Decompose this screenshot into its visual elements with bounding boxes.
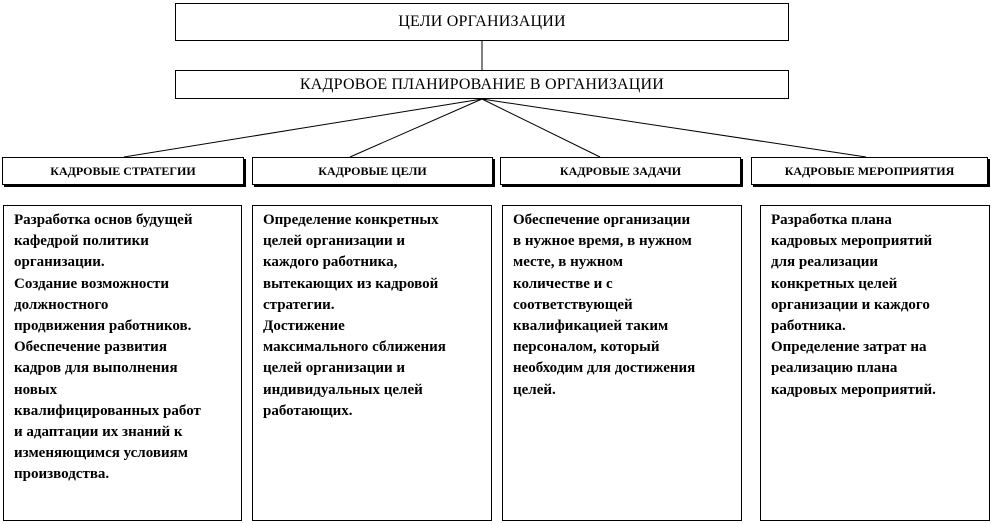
text-line: целей организации и <box>263 233 406 250</box>
category-label: КАДРОВЫЕ ЗАДАЧИ <box>559 163 682 178</box>
text-line: кадров для выполнения <box>14 360 178 377</box>
text-line: вытекающих из кадровой <box>263 275 439 292</box>
text-line: количестве и с <box>513 275 613 292</box>
strategies-description-box <box>3 205 242 521</box>
organization-goals-box <box>175 3 789 41</box>
text-line: изменяющимся условиям <box>14 445 188 462</box>
text-line: индивидуальных целей <box>263 381 423 398</box>
text-line: квалифицированных работ <box>14 402 201 419</box>
text-line: работающих. <box>263 402 353 419</box>
text-line: месте, в нужном <box>513 254 623 271</box>
connector-to-activities <box>482 99 866 157</box>
text-line: целей. <box>513 381 556 398</box>
text-line: организации. <box>14 254 105 271</box>
text-line: Создание возможности <box>14 275 170 292</box>
text-line: стратегии. <box>263 296 335 313</box>
category-label: КАДРОВЫЕ СТРАТЕГИИ <box>50 163 196 178</box>
text-line: максимального сближения <box>263 339 446 356</box>
text-line: каждого работника, <box>263 254 398 271</box>
text-line: должностного <box>14 296 109 313</box>
text-line: организации и каждого <box>771 296 930 313</box>
text-line: кафедрой политики <box>14 233 149 250</box>
text-line: целей организации и <box>263 360 406 377</box>
text-line: соответствующей <box>513 296 633 313</box>
text-line: конкретных целей <box>771 275 898 292</box>
organization-goals-title: ЦЕЛИ ОРГАНИЗАЦИИ <box>398 13 566 30</box>
activities-description-box <box>760 205 990 521</box>
text-line: и адаптации их знаний к <box>14 424 183 441</box>
text-line: Разработка основ будущей <box>14 212 193 228</box>
hr-planning-title: КАДРОВОЕ ПЛАНИРОВАНИЕ В ОРГАНИЗАЦИИ <box>299 75 665 93</box>
text-line: в нужное время, в нужном <box>513 233 692 250</box>
text-line: Определение конкретных <box>263 212 439 228</box>
category-label: КАДРОВЫЕ МЕРОПРИЯТИЯ <box>784 163 955 178</box>
text-line: персоналом, который <box>513 339 660 356</box>
category-hr-tasks <box>500 157 741 185</box>
text-line: реализацию плана <box>771 360 898 377</box>
text-line: кадровых мероприятий <box>771 233 933 250</box>
text-line: Обеспечение организации <box>513 212 691 228</box>
text-line: квалификацией таким <box>513 318 669 335</box>
text-line: необходим для достижения <box>513 360 696 377</box>
category-hr-goals <box>252 157 493 185</box>
text-line: кадровых мероприятий. <box>771 381 936 398</box>
text-line: Обеспечение развития <box>14 339 167 356</box>
category-label: КАДРОВЫЕ ЦЕЛИ <box>318 163 427 178</box>
text-line: производства. <box>14 466 110 483</box>
text-line: Достижение <box>263 318 345 335</box>
text-line: для реализации <box>771 254 879 271</box>
text-line: новых <box>14 381 58 398</box>
text-line: Разработка плана <box>771 212 892 228</box>
connector-to-goals <box>350 99 482 157</box>
hr-planning-box <box>175 70 789 99</box>
text-line: работника. <box>771 318 846 335</box>
text-line: продвижения работников. <box>14 318 192 335</box>
connector-to-strategies <box>124 99 482 157</box>
category-hr-activities <box>751 157 988 185</box>
text-line: Определение затрат на <box>771 339 927 356</box>
tasks-description-box <box>502 205 742 521</box>
goals-description-box <box>252 205 492 521</box>
category-hr-strategies <box>2 157 244 185</box>
